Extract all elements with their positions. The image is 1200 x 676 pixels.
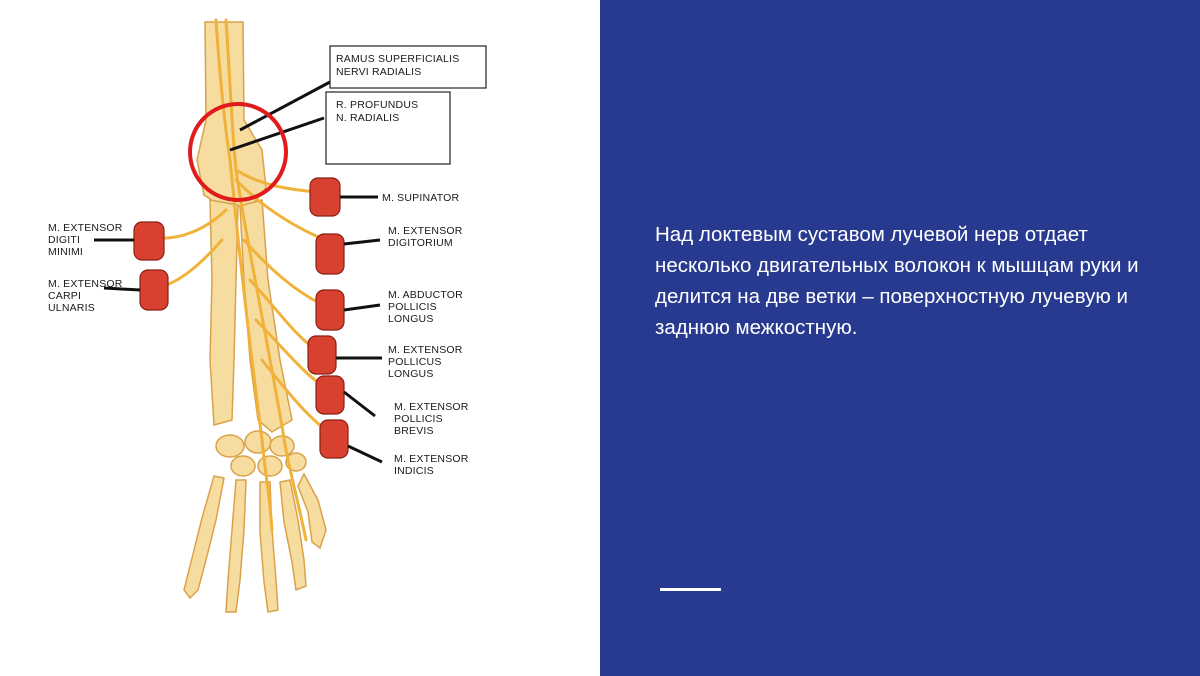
- muscle-extensor-carpi-ulnaris: [140, 270, 168, 310]
- label-ext-carpi-ulnaris-line2: CARPI: [48, 290, 82, 302]
- muscle-abductor-pollicis-longus: [316, 290, 344, 330]
- arm-bones: [184, 22, 326, 612]
- description-text: Над локтевым суставом лучевой нерв отдает несколько двигательных волокон к мышцам руки и делится на две ветки – поверхностную лучевую и заднюю межкостную.: [655, 223, 1139, 339]
- label-ext-pollicis-brevis-line2: POLLICIS: [394, 413, 443, 425]
- label-ext-digiti-minimi-line2: DIGITI: [48, 234, 81, 246]
- muscle-extensor-digiti-minimi: [134, 222, 164, 260]
- label-ext-carpi-ulnaris-line1: M. EXTENSOR: [48, 278, 123, 290]
- label-ramus-superficialis-line1: RAMUS SUPERFICIALIS: [336, 53, 460, 65]
- label-ext-pollicis-brevis-line3: BREVIS: [394, 425, 434, 437]
- label-ext-indicis-line1: M. EXTENSOR: [394, 453, 469, 465]
- label-ext-pollicus-longus-line1: M. EXTENSOR: [388, 344, 463, 356]
- label-ext-digitorium-line2: DIGITORIUM: [388, 237, 453, 249]
- label-ext-digiti-minimi-line3: MINIMI: [48, 246, 84, 258]
- label-ext-pollicis-brevis-line1: M. EXTENSOR: [394, 401, 469, 413]
- accent-divider: [660, 588, 721, 591]
- label-abd-pollicis-line2: POLLICIS: [388, 301, 437, 313]
- label-ext-pollicus-longus-line3: LONGUS: [388, 368, 434, 380]
- label-ext-pollicus-longus-line2: POLLICUS: [388, 356, 442, 368]
- label-profundus-line1: R. PROFUNDUS: [336, 99, 419, 111]
- label-abd-pollicis-line1: M. ABDUCTOR: [388, 289, 463, 301]
- label-abd-pollicis-line3: LONGUS: [388, 313, 434, 325]
- muscle-extensor-digitorium: [316, 234, 344, 274]
- label-profundus-line2: N. RADIALIS: [336, 112, 400, 124]
- label-ext-digitorium-line1: M. EXTENSOR: [388, 225, 463, 237]
- muscle-extensor-pollicis-brevis: [316, 376, 344, 414]
- label-ext-digiti-minimi-line1: M. EXTENSOR: [48, 222, 123, 234]
- muscle-extensor-pollicus-longus: [308, 336, 336, 374]
- description-panel: [600, 0, 1200, 676]
- label-supinator: M. SUPINATOR: [382, 192, 460, 204]
- label-ramus-superficialis-line2: NERVI RADIALIS: [336, 66, 422, 78]
- muscle-supinator: [310, 178, 340, 216]
- label-ext-carpi-ulnaris-line3: ULNARIS: [48, 302, 95, 314]
- label-ext-indicis-line2: INDICIS: [394, 465, 434, 477]
- muscle-extensor-indicis: [320, 420, 348, 458]
